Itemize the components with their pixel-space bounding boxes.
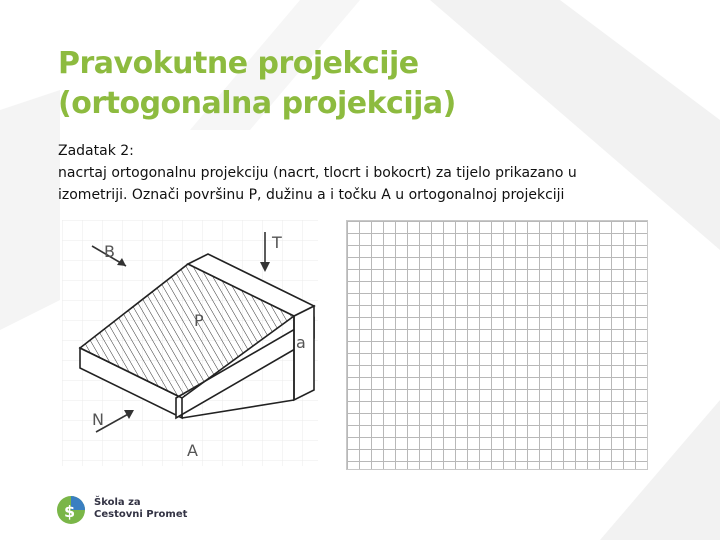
task-heading: Zadatak 2: (58, 143, 134, 159)
svg-text:$: $ (64, 502, 76, 521)
logo-icon (56, 492, 86, 528)
right-face (294, 306, 314, 400)
logo-line-2: Cestovni Promet (94, 509, 188, 520)
label-A: A (187, 441, 198, 460)
school-logo (56, 492, 256, 532)
task-line-1: nacrtaj ortogonalnu projekciju (nacrt, tlocrt i bokocrt) za tijelo prikazano u (58, 165, 577, 181)
label-a: a (296, 333, 306, 352)
label-P: P (194, 311, 204, 330)
drawing-grid (346, 220, 648, 470)
title-line-1: Pravokutne projekcije (58, 46, 419, 81)
label-B: B (104, 242, 115, 261)
slide-title (58, 44, 456, 124)
task-text (58, 140, 658, 206)
logo-line-1: Škola za (94, 497, 141, 508)
label-T: T (272, 233, 282, 252)
title-line-2: (ortogonalna projekcija) (58, 86, 456, 121)
label-N: N (92, 410, 104, 429)
isometric-figure (62, 220, 318, 466)
task-line-2: izometriji. Označi površinu P, dužinu a i točku A u ortogonalnoj projekciji (58, 187, 565, 203)
